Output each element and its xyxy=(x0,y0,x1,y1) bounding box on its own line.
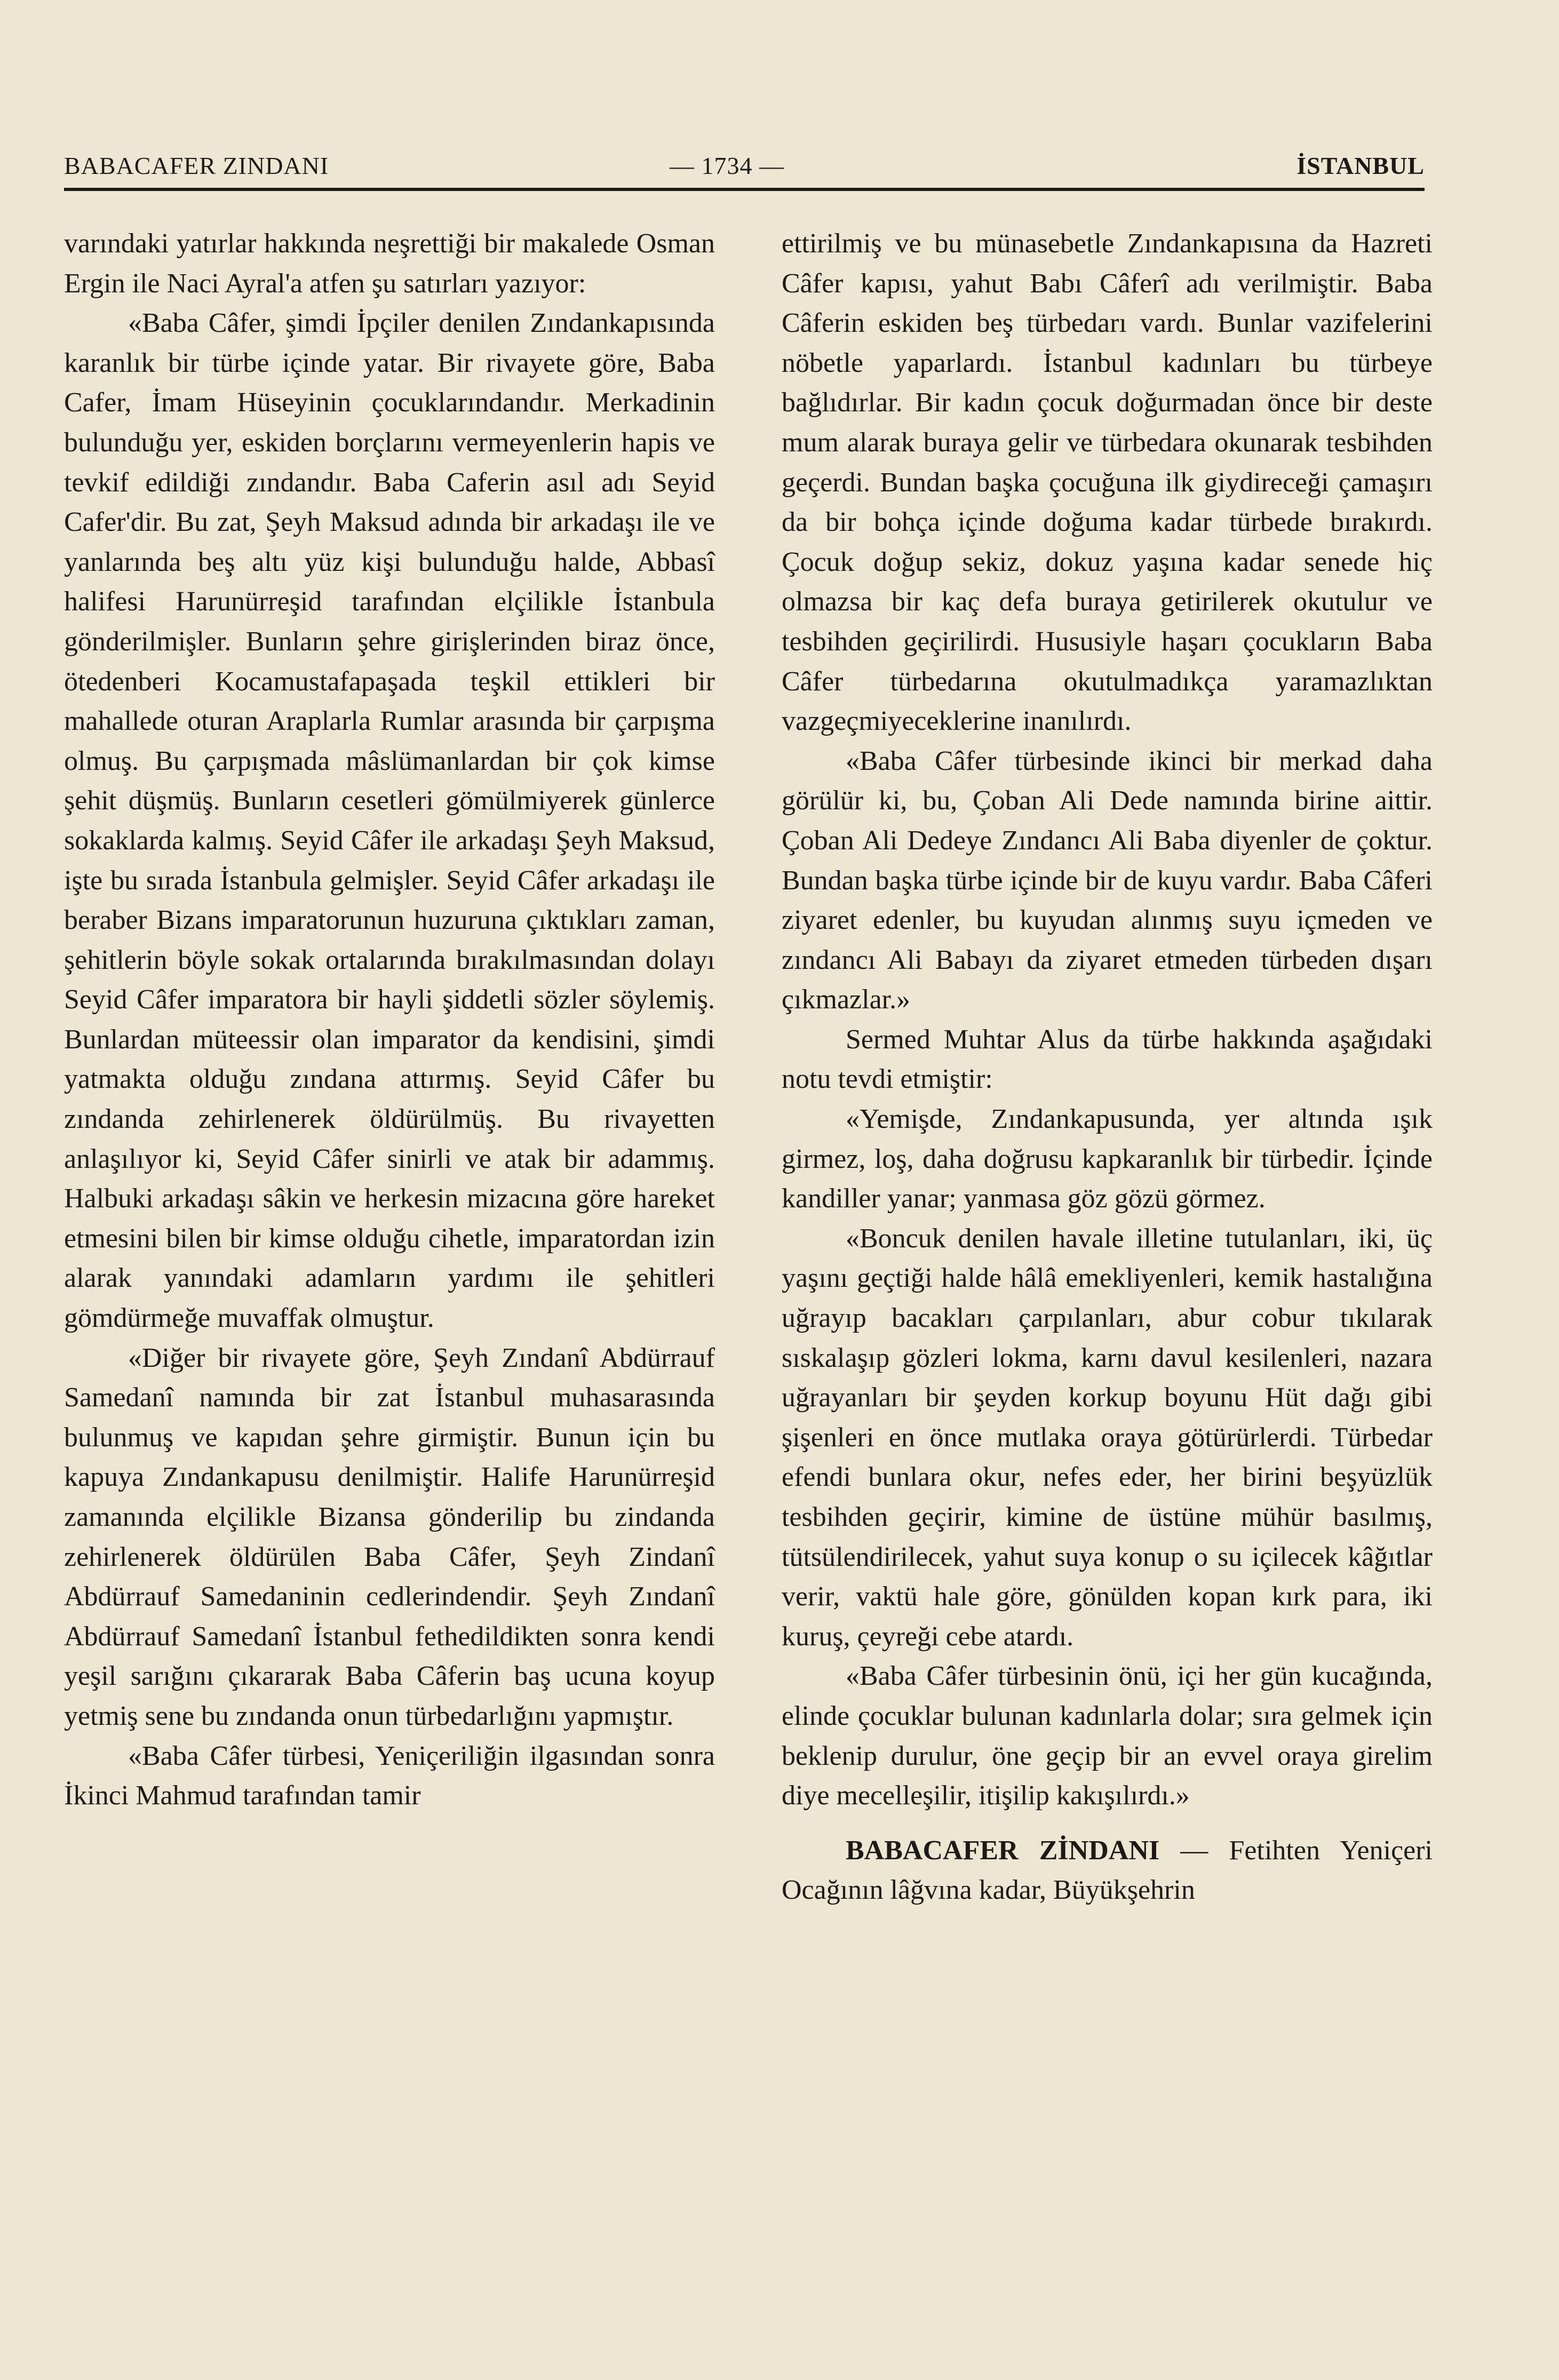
paragraph: «Baba Câfer türbesinde ikinci bir merkad daha görülür ki, bu, Çoban Ali Dede namında birine aittir. Çoban Ali Dedeye Zındancı Ali Baba diyenler de çoktur. Bundan başka türbe içinde bir de kuyu vardır. Baba Câferi ziyaret edenler, bu kuyudan alınmış suyu içmeden ve zındancı Ali Babayı da ziyaret etmeden türbeden dışarı çıkmazlar.» xyxy=(782,745,1433,1015)
paragraph: «Baba Câfer türbesi, Yeniçeriliğin ilgasından sonra İkinci Mahmud tarafından tamir xyxy=(64,1740,715,1811)
paragraph: «Baba Câfer türbesinin önü, içi her gün kucağında, elinde çocuklar bulunan kadınlarla dolar; sıra gelmek için beklenip durulur, öne geçip bir an evvel oraya girelim diye mecelleşilir, itişilip kakışılırdı.» xyxy=(782,1661,1433,1811)
header-left-title: BABACAFER ZINDANI xyxy=(64,152,329,179)
paragraph: varındaki yatırlar hakkında neşrettiği bir makalede Osman Ergin ile Naci Ayral'a atfen şu satırları yazıyor: xyxy=(64,228,715,299)
paragraph: «Boncuk denilen havale illetine tutulanları, iki, üç yaşını geçtiği halde hâlâ emekliyenleri, kemik hastalığına uğrayıp bacakları çarpılanları, abur cobur tıkılarak sıskalaşıp gözleri lokma, karnı davul kesilenleri, nazara uğrayanları bir şeyden korkup boyunu Hüt dağı gibi şişenleri en önce mutlaka oraya götürürlerdi. Türbedar efendi bunlara okur, nefes eder, her birini beşyüzlük tesbihden geçirir, kimine de üstüne mühür basılmış, tütsülendirilecek, yahut suya konup o su içilecek kâğıtlar verir, vaktü hale göre, gönülden kopan kırk para, iki kuruş, çeyreği cebe atardı. xyxy=(782,1223,1433,1652)
paragraph: ettirilmiş ve bu münasebetle Zındankapısına da Hazreti Câfer kapısı, yahut Babı Câferî adı verilmiştir. Baba Câferin eskiden beş türbedarı vardı. Bunlar vazifelerini nöbetle yaparlardı. İstanbul kadınları bu türbeye bağlıdırlar. Bir kadın çocuk doğurmadan önce bir deste mum alarak buraya gelir ve türbedara okunarak tesbihden geçerdi. Bundan başka çocuğuna ilk giydireceği çamaşırı da bir bohça içinde doğuma kadar türbede bırakırdı. Çocuk doğup sekiz, dokuz yaşına kadar senede hiç olmazsa bir kaç defa buraya getirilerek okutulur ve tesbihden geçirilirdi. Hususiyle haşarı çocukların Baba Câfer türbedarına okutulmadıkça yaramazlıktan vazgeçmiyeceklerine inanılırdı. xyxy=(782,228,1433,737)
entry-text: — Fetihten Yeniçeri Ocağının lâğvına kadar, Büyükşehrin xyxy=(782,1835,1433,1906)
left-column xyxy=(64,224,715,1816)
paragraph: «Diğer bir rivayete göre, Şeyh Zındanî Abdürrauf Samedanî namında bir zat İstanbul muhasarasında bulunmuş ve kapıdan şehre girmiştir. Bunun için bu kapuya Zındankapusu denilmiştir. Halife Harunürreşid zamanında elçilikle Bizansa gönderilip bu zindanda zehirlenerek öldürülen Baba Câfer, Şeyh Zindanî Abdürrauf Samedaninin cedlerindendir. Şeyh Zındanî Abdürrauf Samedanî İstanbul fethedildikten sonra kendi yeşil sarığını çıkararak Baba Câferin baş ucuna koyup yetmiş sene bu zındanda onun türbedarlığını yapmıştır. xyxy=(64,1342,715,1731)
page-number: — 1734 — xyxy=(670,152,784,179)
paragraph: «Baba Câfer, şimdi İpçiler denilen Zındankapısında karanlık bir türbe içinde yatar. Bir rivayete göre, Baba Cafer, İmam Hüseyinin çocuklarındandır. Merkadinin bulunduğu yer, eskiden borçlarını vermeyenlerin hapis ve tevkif edildiği zındandır. Baba Caferin asıl adı Seyid Cafer'dir. Bu zat, Şeyh Maksud adında bir arkadaşı ile ve yanlarında beş altı yüz kişi bulunduğu halde, Abbasî halifesi Harunürreşid tarafından elçilikle İstanbula gönderilmişler. Bunların şehre girişlerinden biraz önce, ötedenberi Kocamustafapaşada teşkil ettikleri bir mahallede oturan Araplarla Rumlar arasında bir çarpışma olmuş. Bu çarpışmada mâslümanlardan bir çok kimse şehit düşmüş. Bunların cesetleri gömülmiyerek günlerce sokaklarda kalmış. Seyid Câfer ile arkadaşı Şeyh Maksud, işte bu sırada İstanbula gelmişler. Seyid Câfer arkadaşı ile beraber Bizans imparatorunun huzuruna çıktıkları zaman, şehitlerin böyle sokak ortalarında bırakılmasından dolayı Seyid Câfer imparatora bir hayli şiddetli sözler söylemiş. Bunlardan müteessir olan imparator da kendisini, şimdi yatmakta olduğu zındana attırmış. Seyid Câfer bu zındanda zehirlenerek öldürülmüş. Bu rivayetten anlaşılıyor ki, Seyid Câfer sinirli ve atak bir adammış. Halbuki arkadaşı sâkin ve herkesin mizacına göre hareket etmesini bilen bir kimse olduğu cihetle, imparatordan izin alarak yanındaki adamların yardımı ile şehitleri gömdürmeğe muvaffak olmuştur. xyxy=(64,308,715,1334)
entry-paragraph xyxy=(782,1831,1433,1911)
header-rule xyxy=(64,188,1425,191)
paragraph: «Yemişde, Zındankapusunda, yer altında ışık girmez, loş, daha doğrusu kapkaranlık bir türbedir. İçinde kandiller yanar; yanmasa göz gözü görmez. xyxy=(782,1104,1433,1214)
right-column xyxy=(782,224,1433,1911)
entry-heading: BABACAFER ZİNDANI xyxy=(846,1835,1160,1866)
header-right-title: İSTANBUL xyxy=(1296,152,1425,179)
running-header xyxy=(64,140,1425,182)
paragraph: Sermed Muhtar Alus da türbe hakkında aşağıdaki notu tevdi etmiştir: xyxy=(782,1024,1433,1095)
